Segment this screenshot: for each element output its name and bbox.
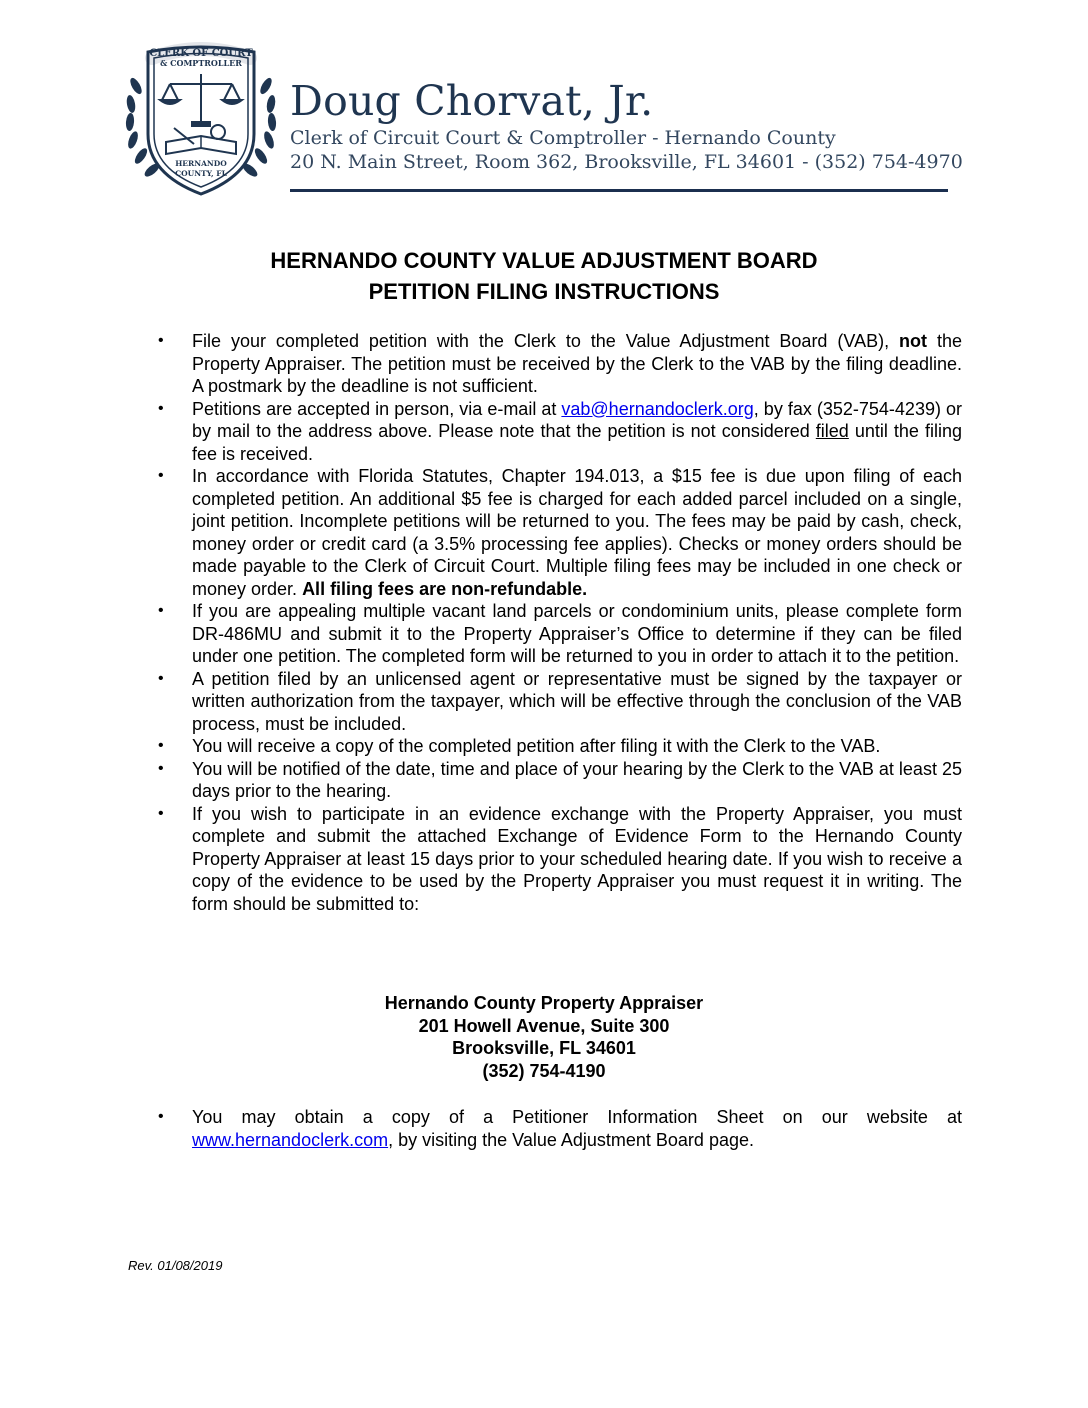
bullet-text: If you wish to participate in an evidence exchange with the Property Appraiser, you must complete and submit the attached Exchange of Evidence Form to the Hernando County Property Appraiser at least 15 days prior to your scheduled hearing date. If you wish to receive a copy of the evidence to be used by the Property Appraiser you must request it in writing. The form should be submitted to: <box>192 803 962 914</box>
bullet-glyph: • <box>158 332 164 349</box>
list-item <box>0 600 962 668</box>
title-line-2: PETITION FILING INSTRUCTIONS <box>368 279 720 304</box>
bullet-glyph: • <box>158 602 164 619</box>
title-line-1: HERNANDO COUNTY VALUE ADJUSTMENT BOARD <box>270 248 818 273</box>
instruction-list <box>0 330 1088 915</box>
appraiser-address <box>0 992 1088 1082</box>
letterhead-rule <box>290 189 948 192</box>
bullet-glyph: • <box>158 804 164 822</box>
appraiser-street: 201 Howell Avenue, Suite 300 <box>418 1015 670 1036</box>
bullet-text: , by fax (352-754-4239) or by mail to the address above. Please note that the petition is not considered <box>192 398 962 441</box>
svg-text:HERNANDO: HERNANDO <box>175 159 227 168</box>
bullet-text: File your completed petition with the Clerk to the Value Adjustment Board (VAB), <box>192 331 900 351</box>
list-item <box>0 735 962 758</box>
list-item <box>0 668 962 736</box>
bullet-glyph: • <box>158 1108 164 1125</box>
list-item <box>0 758 962 803</box>
appraiser-city: Brooksville, FL 34601 <box>452 1038 636 1058</box>
bullet-text: You may obtain a copy of a Petitioner Information Sheet on our website at <box>192 1107 962 1127</box>
bullet-text: In accordance with Florida Statutes, Chapter 194.013, a $15 fee is due upon filing of each completed petition. An additional $5 fee is charged for each added parcel included on a single, joint petition. Incomplete petitions will be returned to you. The fees may be paid by cash, check, money order or credit card (a 3.5% processing fee applies). Checks or money orders should be made payable to the Clerk of Circuit Court. Multiple filing fees may be included in one check or money order. <box>192 466 962 599</box>
list-item <box>0 330 962 398</box>
bullet-text: You will be notified of the date, time and place of your hearing by the Clerk to the VAB at least 25 days prior to the hearing. <box>192 758 962 801</box>
letterhead <box>290 76 963 174</box>
svg-text:COUNTY, FL: COUNTY, FL <box>175 169 227 178</box>
bullet-text: A petition filed by an unlicensed agent or representative must be signed by the taxpayer or written authorization from the taxpayer, which will be effective through the conclusion of the VAB process, must be included. <box>192 668 962 734</box>
bullet-text: You will receive a copy of the completed petition after filing it with the Clerk to the VAB. <box>192 736 881 756</box>
bullet-text: , by visiting the Value Adjustment Board page. <box>388 1129 754 1150</box>
list-item <box>0 1106 962 1151</box>
clerk-title: Clerk of Circuit Court & Comptroller - Hernando County <box>290 127 836 149</box>
bullet-glyph: • <box>158 737 164 754</box>
appraiser-phone: (352) 754-4190 <box>482 1060 606 1081</box>
clerk-name: Doug Chorvat, Jr. <box>290 77 654 125</box>
bullet-emphasis: not <box>899 331 928 351</box>
list-item <box>0 803 962 916</box>
revision-date: Rev. 01/08/2019 <box>128 1258 223 1273</box>
svg-text:CLERK OF COURT: CLERK OF COURT <box>149 48 253 59</box>
appraiser-name: Hernando County Property Appraiser <box>384 993 704 1013</box>
document-title <box>0 245 1088 307</box>
list-item <box>0 465 962 600</box>
clerk-seal-logo <box>122 38 280 198</box>
bullet-emphasis: All filing fees are non-refundable. <box>302 578 588 599</box>
svg-text:& COMPTROLLER: & COMPTROLLER <box>160 58 242 68</box>
bullet-text: until the filing fee is received. <box>192 421 962 464</box>
website-link[interactable]: www.hernandoclerk.com <box>192 1129 389 1150</box>
bullet-glyph: • <box>158 759 164 777</box>
vab-email-link[interactable]: vab@hernandoclerk.org <box>561 398 754 419</box>
bullet-underlined: filed <box>815 421 849 441</box>
bullet-glyph: • <box>158 467 164 484</box>
final-instruction-list <box>0 1106 1088 1151</box>
bullet-text: Petitions are accepted in person, via e-mail at <box>192 398 562 419</box>
bullet-text: the Property Appraiser. The petition must be received by the Clerk to the VAB by the filing deadline. A postmark by the deadline is not sufficient. <box>192 331 962 396</box>
office-address: 20 N. Main Street, Room 362, Brooksville, FL 34601 - (352) 754-4970 <box>290 151 963 173</box>
bullet-glyph: • <box>158 399 164 417</box>
bullet-glyph: • <box>158 669 164 687</box>
list-item <box>0 398 962 466</box>
bullet-text: If you are appealing multiple vacant land parcels or condominium units, please complete form DR-486MU and submit it to the Property Appraiser’s Office to determine if they can be filed under one petition. The completed form will be returned to you in order to attach it to the petition. <box>192 601 962 666</box>
